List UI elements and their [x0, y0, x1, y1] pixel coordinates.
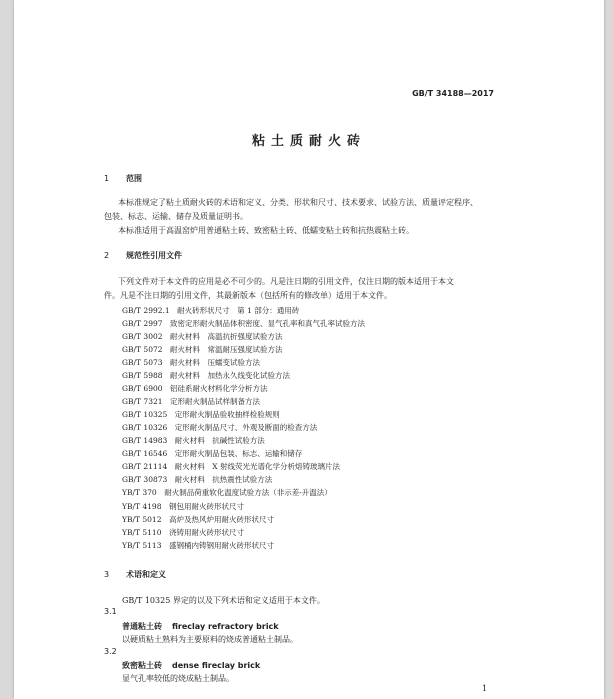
- normative-intro-line-1: 下列文件对于本文件的应用是必不可少的。凡是注日期的引用文件，仅注日期的版本适用于本文: [118, 277, 454, 286]
- reference-item: YB/T 4198 钢包用耐火砖形状尺寸: [122, 502, 244, 511]
- clause-number: 3.2: [104, 647, 117, 656]
- reference-item: GB/T 14983 耐火材料 抗碱性试验方法: [122, 436, 265, 445]
- term-definition: 以硬质粘土熟料为主要原料的烧成普通粘土制品。: [122, 635, 298, 644]
- term-chinese: 致密粘土砖: [122, 661, 162, 670]
- normative-intro-line-2: 件。凡是不注日期的引用文件，其最新版本（包括所有的修改单）适用于本文件。: [104, 291, 392, 300]
- reference-item: GB/T 5072 耐火材料 常温耐压强度试验方法: [122, 345, 283, 354]
- section-number: 2: [104, 251, 110, 260]
- reference-item: GB/T 16546 定形耐火制品包装、标志、运输和储存: [122, 449, 303, 458]
- term-chinese: 普通粘土砖: [122, 622, 162, 631]
- clause-number: 3.1: [104, 607, 117, 616]
- reference-item: GB/T 5073 耐火材料 压蠕变试验方法: [122, 358, 261, 367]
- section-number: 3: [104, 570, 110, 579]
- reference-item: GB/T 6900 铝硅系耐火材料化学分析方法: [122, 384, 268, 393]
- section-number: 1: [104, 174, 110, 183]
- section-1-heading: [104, 173, 142, 184]
- document-title: 粘土质耐火砖: [251, 134, 366, 149]
- term-definition: 显气孔率较低的烧成粘土制品。: [122, 674, 234, 683]
- terms-intro: GB/T 10325 界定的以及下列术语和定义适用于本文件。: [122, 596, 325, 605]
- reference-item: YB/T 5113 盛钢桶内铸钢用耐火砖形状尺寸: [122, 541, 274, 550]
- scope-paragraph-2: 本标准适用于高温窑炉用普通粘土砖、致密粘土砖、低蠕变粘土砖和抗热震粘土砖。: [118, 226, 414, 235]
- section-2-heading: [104, 250, 182, 261]
- reference-item: GB/T 2992.1 耐火砖形状尺寸 第 1 部分：通用砖: [122, 306, 300, 315]
- reference-item: YB/T 370 耐火制品荷重软化温度试验方法（非示差-升温法）: [122, 488, 332, 497]
- section-title: 规范性引用文件: [126, 251, 182, 260]
- reference-item: GB/T 2997 致密定形耐火制品体积密度、显气孔率和真气孔率试验方法: [122, 319, 366, 328]
- scope-paragraph-1-line-2: 包装、标志、运输、储存及质量证明书。: [104, 212, 248, 221]
- section-title: 范围: [126, 174, 142, 183]
- reference-item: GB/T 5988 耐火材料 加热永久线变化试验方法: [122, 371, 291, 380]
- reference-item: GB/T 30873 耐火材料 抗热震性试验方法: [122, 475, 273, 484]
- scope-paragraph-1-line-1: 本标准规定了粘土质耐火砖的术语和定义、分类、形状和尺寸、技术要求、试验方法、质量评定程序、: [118, 198, 478, 207]
- reference-item: YB/T 5012 高炉及热风炉用耐火砖形状尺寸: [122, 515, 274, 524]
- standard-number: GB/T 34188—2017: [412, 89, 494, 98]
- term-english: dense fireclay brick: [172, 661, 261, 670]
- reference-item: GB/T 21114 耐火材料 X 射线荧光光谱化学分析熔铸玻璃片法: [122, 462, 340, 471]
- reference-item: GB/T 3002 耐火材料 高温抗折强度试验方法: [122, 332, 283, 341]
- section-3-heading: [104, 569, 166, 580]
- term-entry: [122, 660, 260, 671]
- reference-item: GB/T 7321 定形耐火制品试样制备方法: [122, 397, 261, 406]
- reference-item: GB/T 10326 定形耐火制品尺寸、外观及断面的检查方法: [122, 423, 318, 432]
- term-english: fireclay refractory brick: [172, 622, 279, 631]
- page-number: 1: [482, 684, 488, 693]
- section-title: 术语和定义: [126, 570, 166, 579]
- term-entry: [122, 621, 279, 632]
- document-page: [14, 0, 604, 699]
- reference-item: YB/T 5110 浇铸用耐火砖形状尺寸: [122, 528, 244, 537]
- reference-item: GB/T 10325 定形耐火制品验收抽样检验规则: [122, 410, 280, 419]
